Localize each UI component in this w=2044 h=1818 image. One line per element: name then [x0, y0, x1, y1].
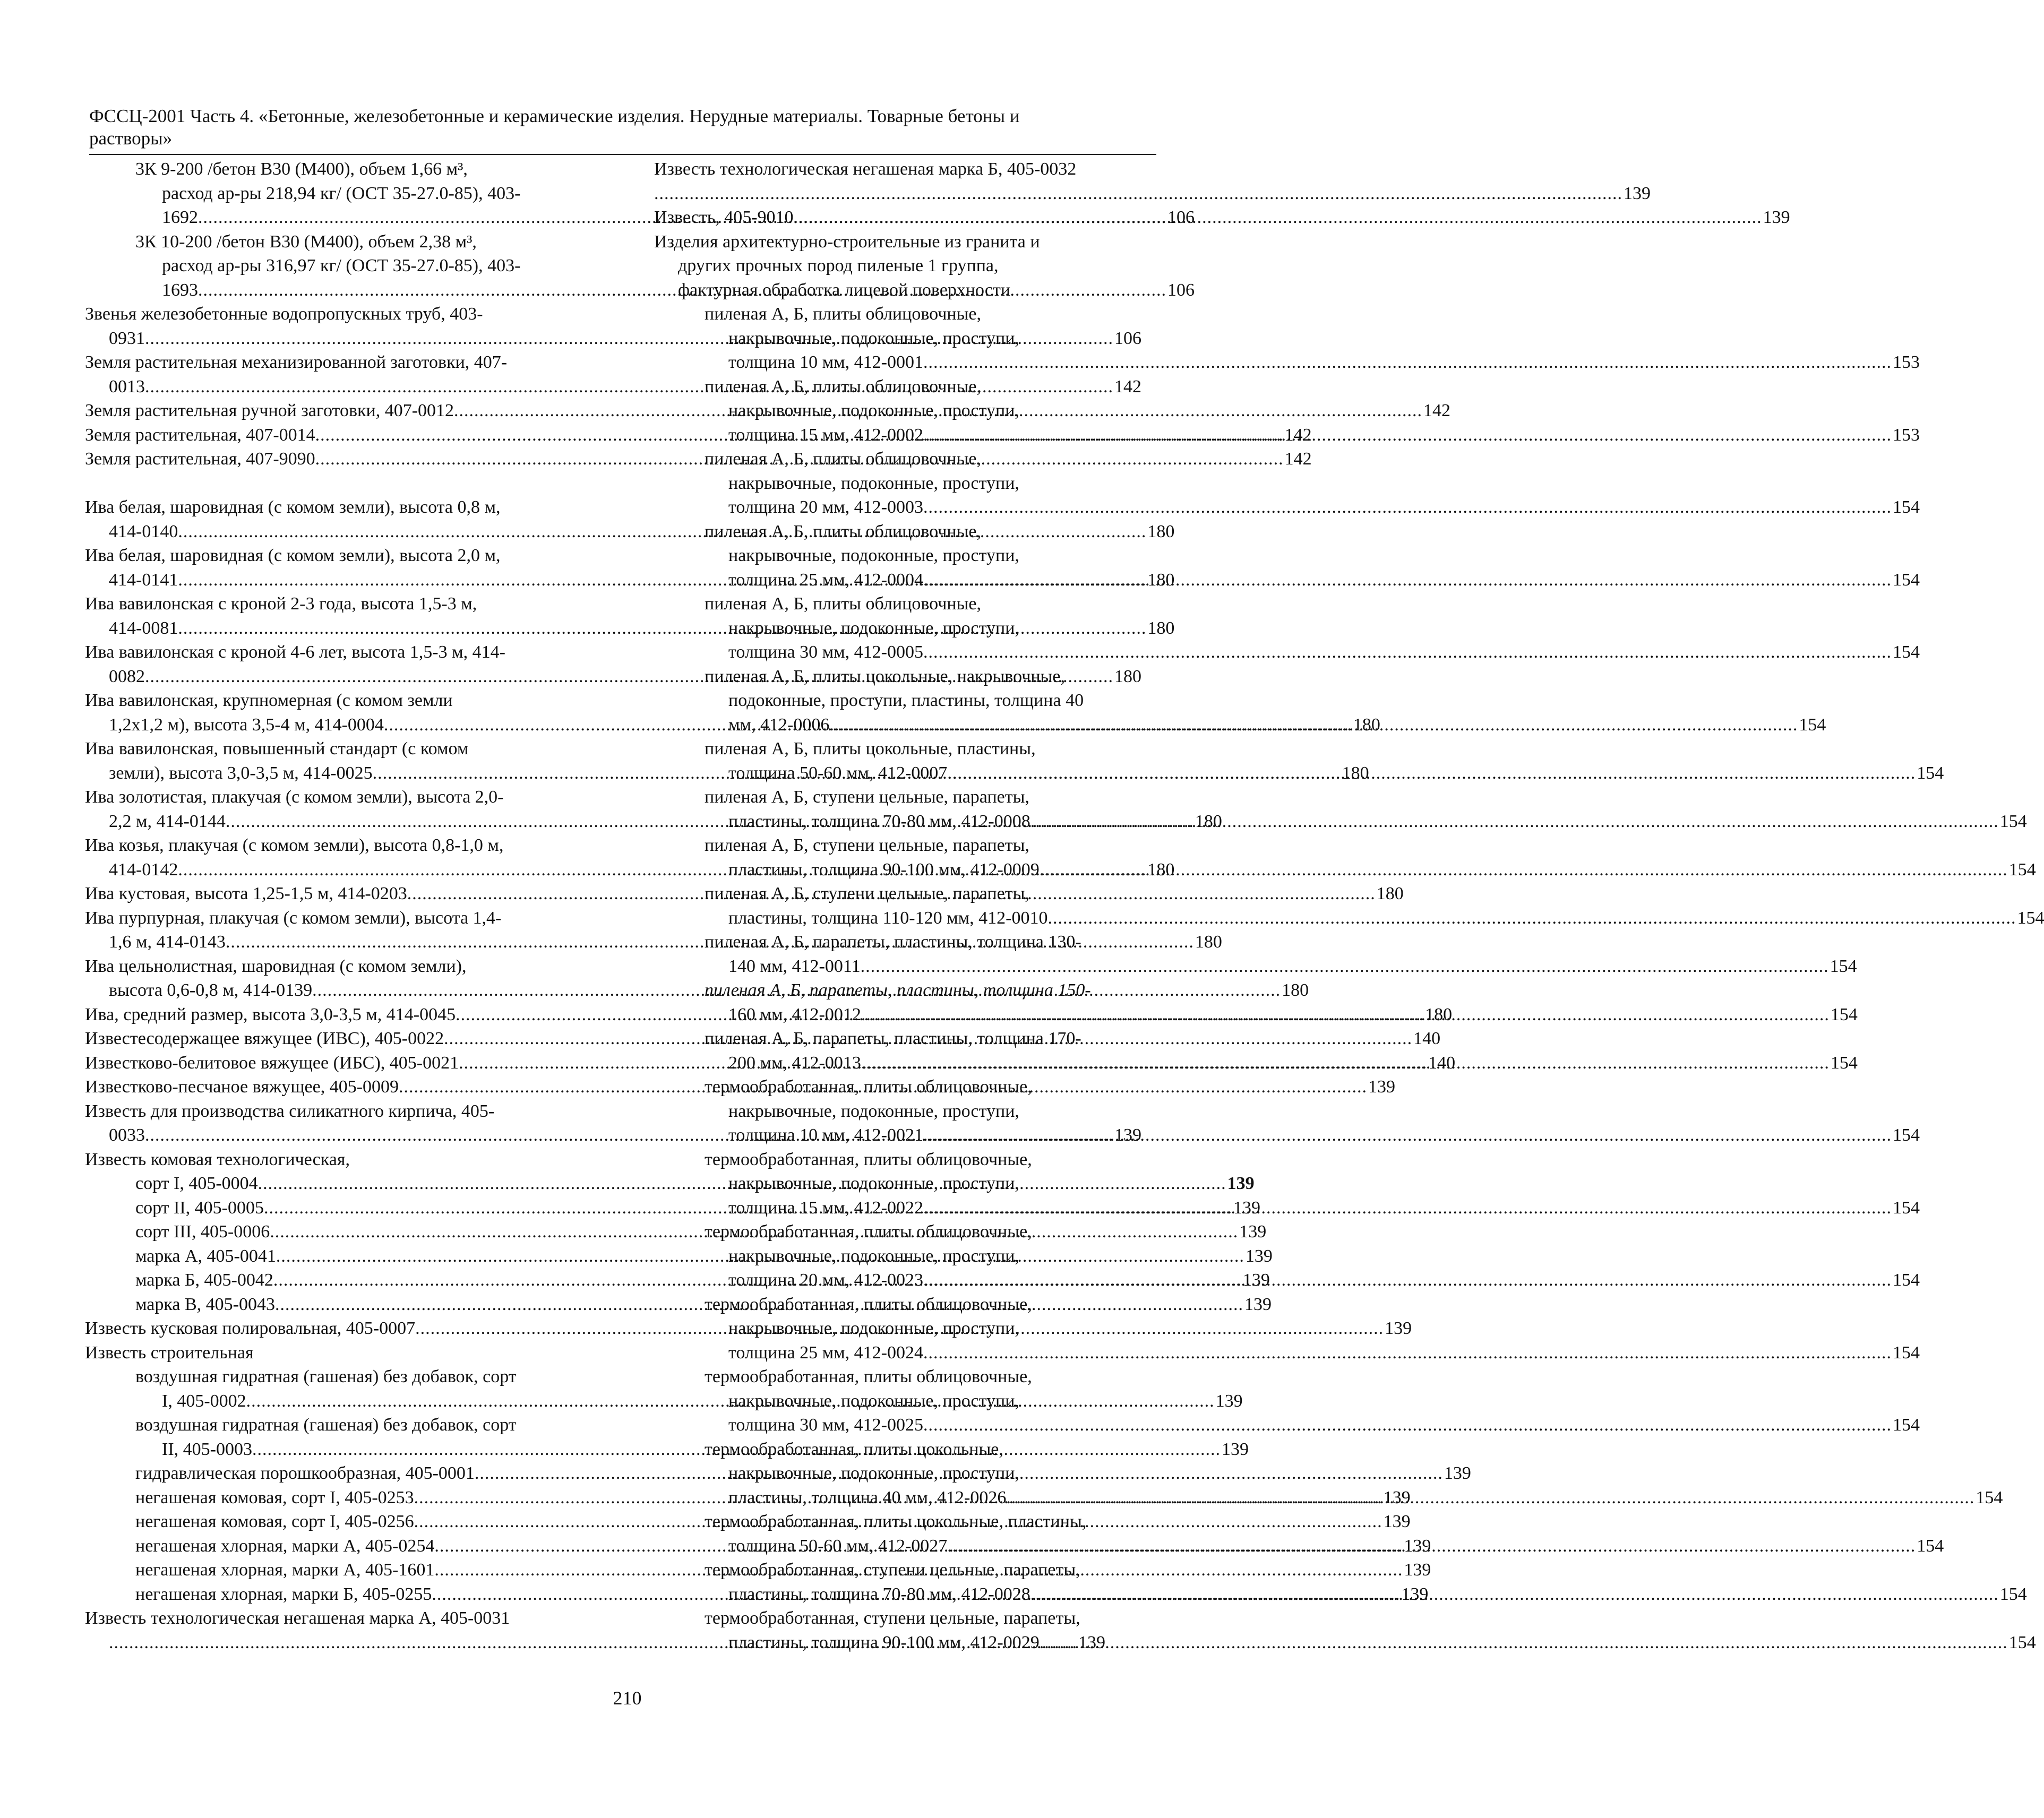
entry-text: негашеная хлорная, марки Б, 405-0255 [135, 1584, 432, 1604]
entry-text: Звенья железобетонные водопропускных труб, 403- [85, 304, 483, 324]
entry-text: пиленая А, Б, парапеты, пластины, толщина 150- [705, 980, 1091, 1000]
header-title-line-1: ФССЦ-2001 Часть 4. «Бетонные, железобетонные и керамические изделия. Нерудные материалы. Товарные бетоны и [89, 106, 1020, 126]
page-reference: 154 [1830, 1004, 1858, 1024]
index-entry-line [85, 592, 584, 616]
dot-leader [923, 1268, 1892, 1293]
index-entry [654, 1606, 2036, 1655]
dot-leader [861, 954, 1829, 979]
entry-text: Известь кусковая полировальная, 405-0007 [85, 1319, 416, 1338]
dot-leader [923, 495, 1892, 520]
index-entry-line [654, 930, 1156, 954]
index-entry-line [654, 1461, 1156, 1486]
page-reference: 180 [1425, 1004, 1453, 1024]
entry-text: Ива вавилонская, повышенный стандарт (с комом [85, 739, 469, 759]
entry-text: накрывочные, подоконные, проступи, [728, 1101, 1019, 1121]
index-entry [85, 1148, 584, 1172]
page-reference: 180 [1353, 714, 1380, 735]
entry-text: толщина 10 мм, 412-0021 [728, 1125, 923, 1145]
entry-text: толщина 15 мм, 412-0022 [728, 1197, 923, 1218]
entry-text: 160 мм, 412-0012 [728, 1004, 861, 1024]
page-reference: 154 [1892, 1197, 1920, 1218]
entry-text: пластины, толщина 70-80 мм, 412-0028 [728, 1584, 1030, 1604]
dot-leader [947, 1534, 1916, 1558]
entry-text: воздушная гидратная (гашеная) без добавок, сорт [135, 1415, 517, 1435]
entry-text: 140 мм, 412-0011 [728, 956, 861, 976]
index-entry-line [654, 1316, 1156, 1341]
entry-text: толщина 25 мм, 412-0024 [728, 1342, 923, 1363]
dot-leader [1006, 1486, 1974, 1510]
page-reference: 154 [1917, 763, 1944, 783]
index-entry-line [654, 520, 1156, 544]
index-entry [654, 302, 1920, 375]
index-entry-line [654, 1631, 2036, 1655]
entry-text: 414-0140 [109, 521, 178, 541]
index-entry-line [654, 1027, 1156, 1051]
index-entry-line [654, 640, 1920, 665]
page-reference: 106 [1167, 280, 1195, 300]
index-entry-line [654, 1220, 1156, 1244]
entry-text: термообработанная, плиты облицовочные, [705, 1294, 1032, 1314]
page-reference: 139 [1763, 208, 1790, 227]
entry-text: пиленая А, Б, плиты облицовочные, [705, 449, 981, 469]
entry-text: толщина 25 мм, 412-0004 [728, 570, 923, 590]
entry-text: пиленая А, Б, парапеты, пластины, толщина 170- [705, 1029, 1081, 1048]
entry-text: термообработанная, плиты облицовочные, [705, 1367, 1032, 1386]
page-reference: 142 [1423, 401, 1451, 420]
entry-text: 200 мм, 412-0013 [728, 1053, 861, 1073]
dot-leader [861, 1003, 1830, 1027]
page-reference: 153 [1892, 425, 1920, 445]
index-entry-line [654, 665, 1156, 689]
entry-text: расход ар-ры 218,94 кг/ (ОСТ 35-27.0-85), 403- [162, 183, 521, 203]
index-entry-line [654, 1075, 1156, 1099]
dot-leader [923, 1196, 1892, 1220]
index-entry-line [85, 544, 584, 568]
entry-text: марка В, 405-0043 [135, 1294, 275, 1314]
dot-leader [1040, 1631, 2008, 1655]
entry-text: Земля растительная, 407-9090 [85, 449, 315, 469]
dot-leader [1030, 809, 1999, 834]
index-entry-line [654, 1606, 1156, 1631]
index-entry-line [654, 495, 1920, 520]
page-reference: 154 [1999, 1584, 2027, 1604]
entry-text: марка А, 405-0041 [135, 1246, 276, 1266]
entry-text: толщина 10 мм, 412-0001 [728, 352, 923, 372]
entry-text: Известково-белитовое вяжущее (ИБС), 405-0021 [85, 1053, 459, 1073]
page-reference: 180 [1147, 521, 1175, 541]
entry-text: пластины, толщина 90-100 мм, 412-0029 [728, 1632, 1040, 1652]
page-reference: 139 [1368, 1077, 1396, 1097]
entry-text: термообработанная, плиты облицовочные, [705, 1077, 1032, 1097]
index-entry-line [85, 1148, 584, 1172]
index-entry [654, 230, 1156, 303]
index-entry-line [85, 954, 584, 979]
page-reference: 154 [1892, 1125, 1920, 1145]
page-header [89, 105, 1156, 150]
entry-text: пиленая А, Б, плиты облицовочные, [705, 304, 981, 324]
entry-text: 414-0081 [109, 618, 178, 638]
dot-leader [923, 423, 1892, 447]
header-divider [89, 154, 1156, 155]
page-reference: 139 [1244, 1294, 1272, 1314]
entry-text: Ива белая, шаровидная (с комом земли), высота 2,0 м, [85, 546, 501, 565]
entry-text: Ива пурпурная, плакучая (с комом земли), высота 1,4- [85, 908, 502, 928]
index-entry [654, 157, 1651, 205]
entry-text: термообработанная, плиты цокольные, пластины, [705, 1512, 1087, 1531]
index-entry-line [654, 785, 1156, 809]
entry-text: пиленая А, Б, ступени цельные, парапеты, [705, 787, 1029, 807]
entry-text: 3К 9-200 /бетон В30 (М400), объем 1,66 м³, [135, 159, 468, 179]
entry-text: Ива цельнолистная, шаровидная (с комом земли), [85, 956, 467, 976]
page-reference: 139 [1227, 1174, 1255, 1193]
entry-text: толщина 30 мм, 412-0005 [728, 642, 923, 662]
page-reference: 140 [1413, 1029, 1441, 1048]
index-entry-line [654, 326, 1156, 351]
entry-text: Ива золотистая, плакучая (с комом земли), высота 2,0- [85, 787, 504, 807]
entry-text: пластины, толщина 70-80 мм, 412-0008 [728, 811, 1030, 831]
entry-text: Изделия архитектурно-строительные из гранита и [654, 231, 1040, 252]
entry-text: накрывочные, подоконные, проступи, [728, 1246, 1019, 1266]
dot-leader [923, 640, 1892, 665]
entry-text: Ива белая, шаровидная (с комом земли), высота 0,8 м, [85, 497, 501, 517]
index-entry-line [654, 616, 1156, 641]
index-entry-line [654, 1413, 1920, 1437]
page-reference: 142 [1284, 425, 1312, 445]
page-reference: 180 [1114, 666, 1141, 686]
index-entry-line [654, 1558, 1156, 1582]
page-reference: 139 [1242, 1270, 1270, 1290]
entry-text: пиленая А, Б, плиты цокольные, накрывочные, [705, 666, 1065, 686]
index-entry-line [85, 1606, 584, 1631]
index-entry-line [85, 1341, 584, 1365]
entry-text: 0033 [109, 1125, 145, 1145]
page-reference: 154 [1892, 642, 1920, 662]
page-reference: 139 [1245, 1246, 1273, 1266]
entry-text: Земля растительная механизированной заготовки, 407- [85, 352, 508, 372]
entry-text: гидравлическая порошкообразная, 405-0001 [135, 1463, 475, 1483]
index-entry-line [85, 230, 584, 254]
entry-text: накрывочные, подоконные, проступи, [728, 1319, 1019, 1338]
page-reference: 154 [1799, 714, 1826, 735]
entry-text: 0013 [109, 376, 145, 397]
page-reference: 142 [1284, 449, 1312, 469]
entry-text: Ива козья, плакучая (с комом земли), высота 0,8-1,0 м, [85, 835, 504, 855]
entry-text: других прочных пород пиленые 1 группа, [678, 256, 999, 275]
index-entry-line [654, 278, 1156, 303]
entry-text: 1,6 м, 414-0143 [109, 932, 226, 952]
index-entry-line [654, 1437, 1156, 1462]
index-entry-line [85, 1413, 584, 1437]
entry-text: Известь технологическая негашеная марка Б, 405-0032 [654, 159, 1077, 179]
page-reference: 154 [1892, 1342, 1920, 1363]
entry-text: марка Б, 405-0042 [135, 1270, 273, 1290]
index-entry-line [85, 785, 584, 809]
page-reference: 154 [1892, 1415, 1920, 1435]
index-entry-line [654, 375, 1156, 399]
entry-text: 414-0141 [109, 570, 178, 590]
index-entry-line [654, 544, 1156, 568]
index-entry-line [654, 1389, 1156, 1414]
index-entry-line [85, 906, 584, 930]
entry-text: толщина 20 мм, 412-0003 [728, 497, 923, 517]
entry-text: Известь комовая технологическая, [85, 1149, 350, 1169]
dot-leader [947, 761, 1916, 786]
dot-leader [861, 1051, 1830, 1075]
index-entry-line [654, 1148, 1156, 1172]
index-entry-line [85, 688, 584, 713]
dot-leader [923, 1341, 1892, 1365]
index-entry-line [654, 1123, 1920, 1148]
dot-leader [923, 1123, 1892, 1148]
index-entry-line [654, 157, 1156, 182]
entry-text: Известь технологическая негашеная марка А, 405-0031 [85, 1608, 510, 1628]
entry-text: высота 0,6-0,8 м, 414-0139 [109, 980, 313, 1000]
page-reference: 139 [1078, 1632, 1105, 1652]
dot-leader [923, 350, 1892, 375]
index-entry-line [654, 1341, 1920, 1365]
page-reference: 106 [1114, 328, 1141, 348]
page-reference: 154 [1892, 1270, 1920, 1290]
index-entry [85, 1341, 584, 1365]
entry-text: Ива вавилонская с кроной 2-3 года, высота 1,5-3 м, [85, 594, 477, 614]
page-reference: 180 [1342, 763, 1369, 783]
index-entry-line [654, 906, 2044, 930]
entry-text: накрывочные, подоконные, проступи, [728, 1174, 1019, 1193]
entry-text: сорт I, 405-0004 [135, 1174, 258, 1193]
index-entry-line [85, 737, 584, 761]
section-gap [85, 471, 584, 496]
index-entry-line [85, 640, 584, 665]
page-reference: 139 [1114, 1125, 1141, 1145]
page-reference: 153 [1892, 352, 1920, 372]
page-reference: 180 [1147, 618, 1175, 638]
entry-text: 414-0142 [109, 859, 178, 880]
entry-text: негашеная комовая, сорт I, 405-0256 [135, 1512, 414, 1531]
page-reference: 180 [1147, 570, 1175, 590]
entry-text: негашеная хлорная, марки А, 405-0254 [135, 1536, 435, 1556]
entry-text: накрывочные, подоконные, проступи, [728, 1391, 1019, 1411]
entry-text: пиленая А, Б, ступени цельные, парапеты, [705, 835, 1029, 855]
page-reference: 142 [1114, 376, 1141, 397]
entry-text: накрывочные, подоконные, проступи, [728, 401, 1019, 420]
dot-leader [1047, 906, 2016, 930]
dot-leader [794, 205, 1762, 230]
entry-text: мм, 412-0006 [728, 714, 830, 735]
page-reference: 139 [1233, 1197, 1260, 1218]
dot-leader [654, 182, 1622, 206]
entry-text: накрывочные, подоконные, проступи, [728, 618, 1019, 638]
entry-text: Земля растительная ручной заготовки, 407-0012 [85, 401, 454, 420]
header-title-line-2: растворы» [89, 128, 173, 149]
entry-text: негашеная хлорная, марки А, 405-1601 [135, 1560, 435, 1580]
page-reference: 154 [1999, 811, 2027, 831]
index-entry-line [654, 737, 1156, 761]
index-entry-line [654, 688, 1156, 713]
entry-text: 2,2 м, 414-0144 [109, 811, 226, 831]
page-reference: 139 [1239, 1222, 1267, 1242]
page-reference: 180 [1282, 980, 1309, 1000]
entry-text: Ива кустовая, высота 1,25-1,5 м, 414-0203 [85, 884, 407, 903]
page-reference: 154 [2008, 1632, 2036, 1652]
index-entry-line [85, 157, 584, 182]
index-entry-line [654, 254, 1156, 278]
entry-text: пиленая А, Б, плиты облицовочные, [705, 594, 981, 614]
page-reference: 139 [1383, 1512, 1411, 1531]
entry-text: Ива, средний размер, высота 3,0-3,5 м, 414-0045 [85, 1004, 456, 1024]
index-entry-line [85, 254, 584, 278]
entry-text: негашеная комовая, сорт I, 405-0253 [135, 1487, 414, 1507]
entry-text: II, 405-0003 [162, 1439, 252, 1459]
entry-text: толщина 15 мм, 412-0002 [728, 425, 923, 445]
page-reference: 139 [1444, 1463, 1471, 1483]
entry-text: Ива вавилонская с кроной 4-6 лет, высота 1,5-3 м, 414- [85, 642, 505, 662]
page-reference: 139 [1383, 1487, 1411, 1507]
entry-text: толщина 30 мм, 412-0025 [728, 1415, 923, 1435]
page-reference: 139 [1221, 1439, 1249, 1459]
index-entry-line [654, 471, 1156, 496]
index-entry-line [654, 833, 1156, 858]
index-entry-line [654, 447, 1156, 471]
page-reference: 154 [1830, 956, 1857, 976]
entry-text: 0931 [109, 328, 145, 348]
entry-text: Известесодержащее вяжущее (ИВС), 405-0022 [85, 1029, 444, 1048]
index-entry-line [85, 833, 584, 858]
entry-text: термообработанная, плиты облицовочные, [705, 1222, 1032, 1242]
entry-text: накрывочные, подоконные, проступи, [728, 328, 1019, 348]
page-reference: 180 [1195, 811, 1222, 831]
entry-text: сорт II, 405-0005 [135, 1197, 264, 1218]
entry-text: пластины, толщина 110-120 мм, 412-0010 [728, 908, 1048, 928]
page-number: 210 [613, 1687, 642, 1709]
page-reference: 154 [1892, 497, 1920, 517]
index-entry-line [654, 1244, 1156, 1269]
entry-text: 1692 [162, 208, 198, 227]
entry-text: 3К 10-200 /бетон В30 (М400), объем 2,38 м³, [135, 231, 477, 252]
entry-text: толщина 50-60 мм, 412-0007 [728, 763, 948, 783]
index-entry-line [654, 1510, 1156, 1534]
dot-leader [829, 713, 1798, 737]
page-reference: 139 [1385, 1319, 1412, 1338]
entry-text: Известь, 405-9010 [654, 208, 794, 227]
entry-text: пластины, толщина 40 мм, 412-0026 [728, 1487, 1007, 1507]
index-entry-line [85, 1099, 584, 1124]
entry-text: 1693 [162, 280, 198, 300]
index-entry-line [85, 182, 584, 206]
page-reference: 154 [1917, 1536, 1944, 1556]
entry-text: пиленая А, Б, плиты облицовочные, [705, 521, 981, 541]
page-reference: 154 [1830, 1053, 1858, 1073]
index-entry-line [654, 302, 1156, 326]
entry-text: накрывочные, подоконные, проступи, [728, 1463, 1019, 1483]
index-entry-line [85, 495, 584, 520]
index-entry-line [654, 399, 1156, 423]
entry-text: накрывочные, подоконные, проступи, [728, 546, 1019, 565]
index-entry-line [654, 182, 1651, 206]
entry-text: Ива вавилонская, крупномерная (с комом земли [85, 691, 453, 710]
page-reference: 154 [1892, 570, 1920, 590]
entry-text: пиленая А, Б, плиты облицовочные, [705, 376, 981, 397]
page-reference: 154 [2017, 908, 2044, 928]
entry-text: 0082 [109, 666, 145, 686]
index-entry-line [654, 978, 1156, 1003]
entry-text: термообработанная, плиты облицовочные, [705, 1149, 1032, 1169]
page-reference: 139 [1215, 1391, 1243, 1411]
index-entry-line [654, 1365, 1156, 1389]
entry-text: подоконные, проступи, пластины, толщина 40 [728, 691, 1084, 710]
entry-text: расход ар-ры 316,97 кг/ (ОСТ 35-27.0-85), 403- [162, 256, 521, 275]
entry-text: пиленая А, Б, парапеты, пластины, толщина 130- [705, 932, 1081, 952]
index-entry-line [654, 882, 1156, 906]
page-reference: 180 [1147, 859, 1175, 880]
page-reference: 139 [1404, 1560, 1431, 1580]
index-entry-line [654, 1171, 1156, 1196]
index-entry-line [654, 1293, 1156, 1317]
entry-text: пластины, толщина 90-100 мм, 412-0009 [728, 859, 1040, 880]
entry-text: сорт III, 405-0006 [135, 1222, 270, 1242]
entry-text: толщина 50-60 мм, 412-0027 [728, 1536, 948, 1556]
index-entry-line [85, 302, 584, 326]
dot-leader [1040, 858, 2008, 882]
dot-leader [923, 1413, 1892, 1437]
entry-text: термообработанная, ступени цельные, парапеты, [705, 1608, 1080, 1628]
entry-text: Известково-песчаное вяжущее, 405-0009 [85, 1077, 399, 1097]
entry-text: земли), высота 3,0-3,5 м, 414-0025 [109, 763, 373, 783]
entry-text: толщина 20 мм, 412-0023 [728, 1270, 923, 1290]
page-reference: 154 [1976, 1487, 2003, 1507]
index-entry-line [85, 350, 584, 375]
index-entry-line [654, 1099, 1156, 1124]
entry-text: пиленая А, Б, плиты цокольные, пластины, [705, 739, 1036, 759]
entry-text: фактурная обработка лицевой поверхности [678, 280, 1011, 300]
entry-text: пиленая А, Б, ступени цельные, парапеты, [705, 884, 1029, 903]
entry-text: накрывочные, подоконные, проступи, [728, 473, 1019, 493]
page-reference: 180 [1376, 884, 1404, 903]
index-entry-line [654, 230, 1156, 254]
index-entry-line [85, 1365, 584, 1389]
page-reference: 139 [1401, 1584, 1429, 1604]
entry-text: I, 405-0002 [162, 1391, 246, 1411]
page-reference: 106 [1167, 208, 1195, 227]
page-reference: 180 [1195, 932, 1222, 952]
entry-text: 1,2x1,2 м), высота 3,5-4 м, 414-0004 [109, 714, 384, 735]
dot-leader [1030, 1582, 1999, 1607]
entry-text: Известь строительная [85, 1342, 254, 1363]
entry-text: воздушная гидратная (гашеная) без добавок, сорт [135, 1367, 517, 1386]
entry-text: Земля растительная, 407-0014 [85, 425, 315, 445]
page-reference: 154 [2008, 859, 2036, 880]
page-reference: 139 [1624, 183, 1651, 203]
index-entry-line [654, 954, 1857, 979]
page-reference: 139 [1404, 1536, 1431, 1556]
entry-text: термообработанная, ступени цельные, парапеты, [705, 1560, 1080, 1580]
dot-leader [923, 568, 1892, 592]
index-entry-line [654, 350, 1920, 375]
entry-text: термообработанная, плиты цокольные, [705, 1439, 1003, 1459]
index-entry-line [654, 592, 1156, 616]
page-reference: 140 [1428, 1053, 1456, 1073]
entry-text: Известь для производства силикатного кирпича, 405- [85, 1101, 495, 1121]
